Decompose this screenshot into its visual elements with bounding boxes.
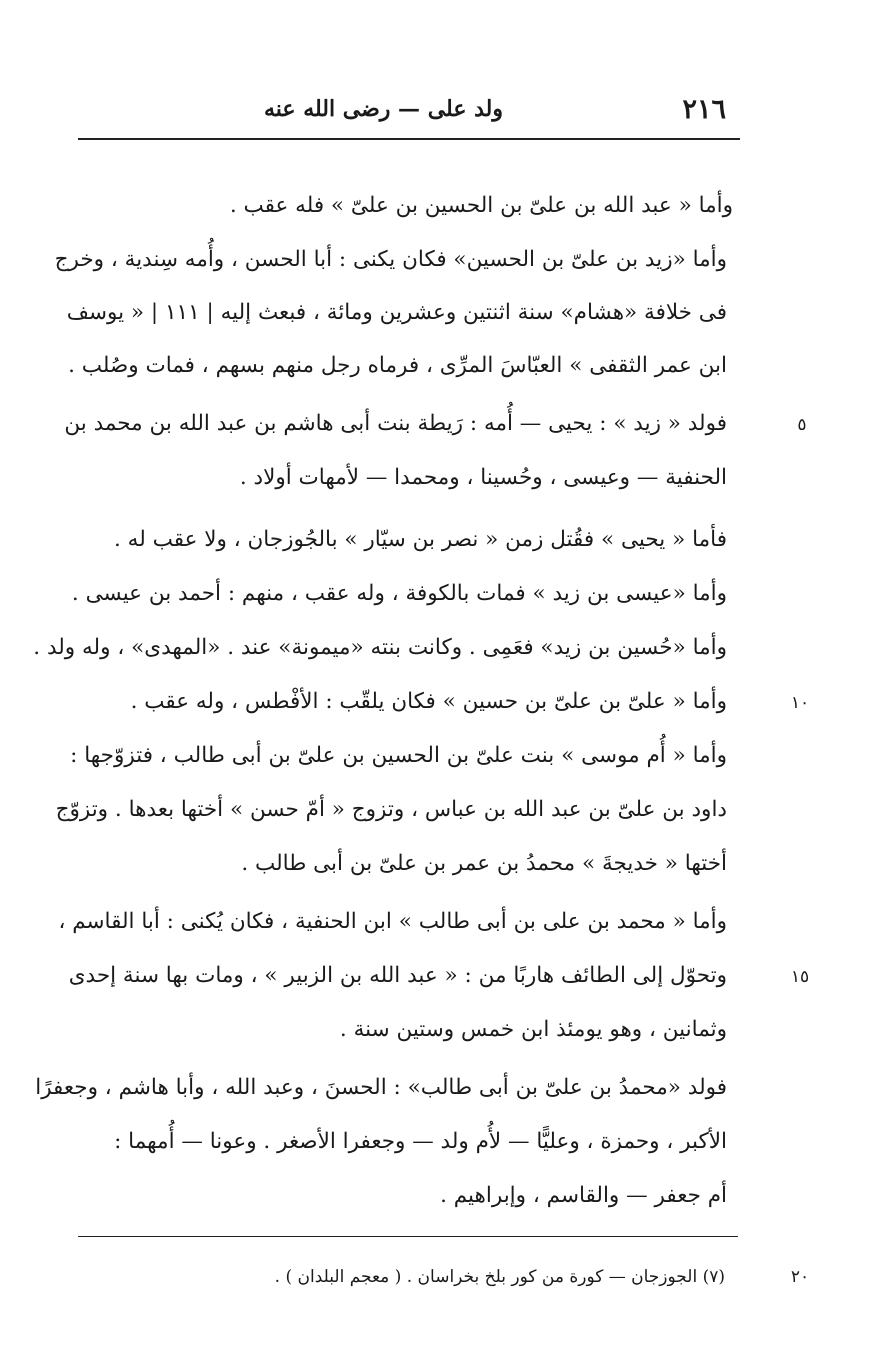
- text-line: ابن عمر الثقفى » العبّاسَ المرِّى ، فرماه رجل منهم بسهم ، فمات وصُلب .: [68, 353, 727, 378]
- text-line: فولد «محمدُ بن علىّ بن أبى طالب» : الحسنَ ، وعبد الله ، وأبا هاشم ، وجعفرًا: [35, 1075, 727, 1100]
- running-title: ولد على — رضى الله عنه: [263, 96, 503, 122]
- text-line: داود بن علىّ بن عبد الله بن عباس ، وتزوج « أمّ حسن » أختها بعدها . وتزوّج: [55, 797, 727, 822]
- line-number: ٢٠: [790, 1267, 810, 1287]
- text-line: وتحوّل إلى الطائف هاربًا من : « عبد الله بن الزبير » ، ومات بها سنة إحدى: [68, 963, 727, 988]
- text-line: وأما « محمد بن على بن أبى طالب » ابن الحنفية ، فكان يُكنى : أبا القاسم ،: [58, 909, 727, 934]
- text-line: فولد « زيد » : يحيى — أُمه : رَيطة بنت أبى هاشم بن عبد الله بن محمد بن: [64, 411, 727, 436]
- text-line: وأما « علىّ بن علىّ بن حسين » فكان يلقّب : الأفْطس ، وله عقب .: [130, 689, 727, 714]
- text-line: فى خلافة «هشام» سنة اثنتين وعشرين ومائة ، فبعث إليه | ١١١ | « يوسف: [66, 300, 727, 325]
- text-line: فأما « يحيى » فقُتل زمن « نصر بن سيّار » بالجُوزجان ، ولا عقب له .: [114, 527, 727, 552]
- line-number: ١٠: [790, 693, 810, 713]
- text-line: أم جعفر — والقاسم ، وإبراهيم .: [440, 1183, 727, 1208]
- text-line: أختها « خديجةَ » محمدُ بن عمر بن علىّ بن أبى طالب .: [241, 851, 727, 876]
- line-number: ١٥: [790, 967, 810, 987]
- text-line: وأما «حُسين بن زيد» فعَمِى . وكانت بنته «ميمونة» عند . «المهدى» ، وله ولد .: [33, 635, 727, 660]
- page-number: ٢١٦: [682, 94, 726, 125]
- text-line: وأما « عبد الله بن علىّ بن الحسين بن علىّ » فله عقب .: [229, 193, 733, 218]
- text-line: وثمانين ، وهو يومئذ ابن خمس وستين سنة .: [339, 1017, 727, 1042]
- text-line: وأما «عيسى بن زيد » فمات بالكوفة ، وله عقب ، منهم : أحمد بن عيسى .: [71, 581, 727, 606]
- footnote: (٧) الجوزجان — كورة من كور بلخ بخراسان . ( معجم البلدان ) .: [274, 1267, 725, 1287]
- text-line: الأكبر ، وحمزة ، وعليًّا — لأُم ولد — وجعفرا الأصغر . وعونا — أُمهما :: [114, 1129, 727, 1154]
- text-line: وأما « أُم موسى » بنت علىّ بن الحسين بن علىّ بن أبى طالب ، فتزوّجها :: [70, 743, 727, 768]
- line-number: ٥: [797, 415, 807, 435]
- text-line: الحنفية — وعيسى ، وحُسينا ، ومحمدا — لأمهات أولاد .: [239, 465, 727, 490]
- footnote-rule: [78, 1236, 738, 1237]
- text-line: وأما «زيد بن علىّ بن الحسين» فكان يكنى : أبا الحسن ، وأُمه سِندية ، وخرج: [54, 247, 727, 272]
